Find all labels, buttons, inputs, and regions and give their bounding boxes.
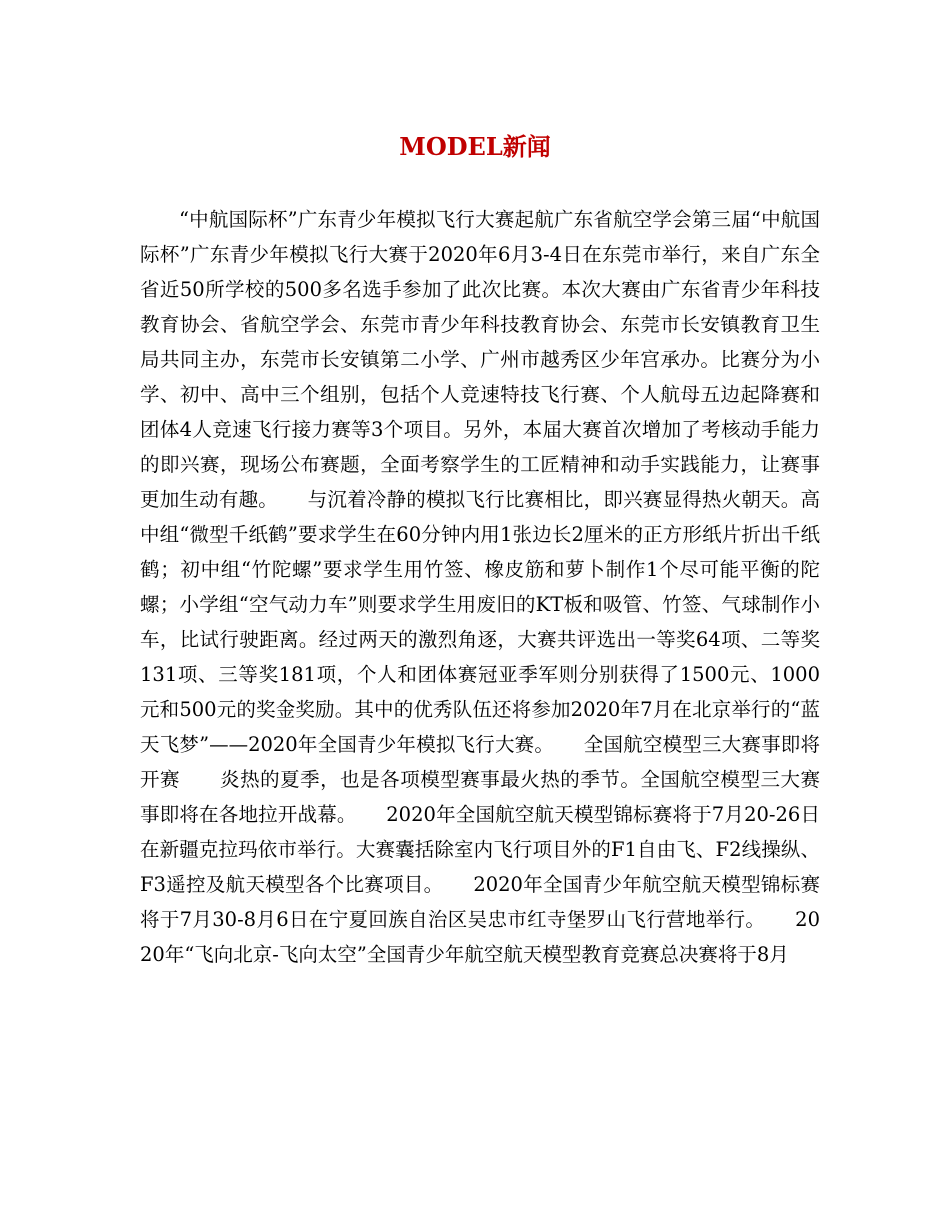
- document-title: MODEL新闻: [399, 132, 551, 161]
- document-body: “中航国际杯”广东青少年模拟飞行大赛起航广东省航空学会第三届“中航国际杯”广东青少年模拟飞行大赛于2020年6月3-4日在东莞市举行，来自广东全省近50所学校的500多名选手参加了此次比赛。本次大赛由广东省青少年科技教育协会、省航空学会、东莞市青少年科技教育协会、东莞市长安镇教育卫生局共同主办，东莞市长安镇第二小学、广州市越秀区少年宫承办。比赛分为小学、初中、高中三个组别，包括个人竞速特技飞行赛、个人航母五边起降赛和团体4人竞速飞行接力赛等3个项目。另外，本届大赛首次增加了考核动手能力的即兴赛，现场公布赛题，全面考察学生的工匠精神和动手实践能力，让赛事更加生动有趣。 与沉着冷静的模拟飞行比赛相比，即兴赛显得热火朝天。高中组“微型千纸鹤”要求学生在60分钟内用1张边长2厘米的正方形纸片折出千纸鹤；初中组“竹陀螺”要求学生用竹签、橡皮筋和萝卜制作1个尽可能平衡的陀螺；小学组“空气动力车”则要求学生用废旧的KT板和吸管、竹签、气球制作小车，比试行驶距离。经过两天的激烈角逐，大赛共评选出一等奖64项、二等奖131项、三等奖181项，个人和团体赛冠亚季军则分别获得了1500元、1000元和500元的奖金奖励。其中的优秀队伍还将参加2020年7月在北京举行的“蓝天飞梦”——2020年全国青少年模拟飞行大赛。 全国航空模型三大赛事即将开赛 炎热的夏季，也是各项模型赛事最火热的季节。全国航空模型三大赛事即将在各地拉开战幕。 2020年全国航空航天模型锦标赛将于7月20-26日在新疆克拉玛依市举行。大赛囊括除室内飞行项目外的F1自由飞、F2线操纵、F3遥控及航天模型各个比赛项目。 2020年全国青少年航空航天模型锦标赛将于7月30-8月6日在宁夏回族自治区吴忠市红寺堡罗山飞行营地举行。 2020年“飞向北京-飞向太空”全国青少年航空航天模型教育竞赛总决赛将于8月: [140, 208, 820, 966]
